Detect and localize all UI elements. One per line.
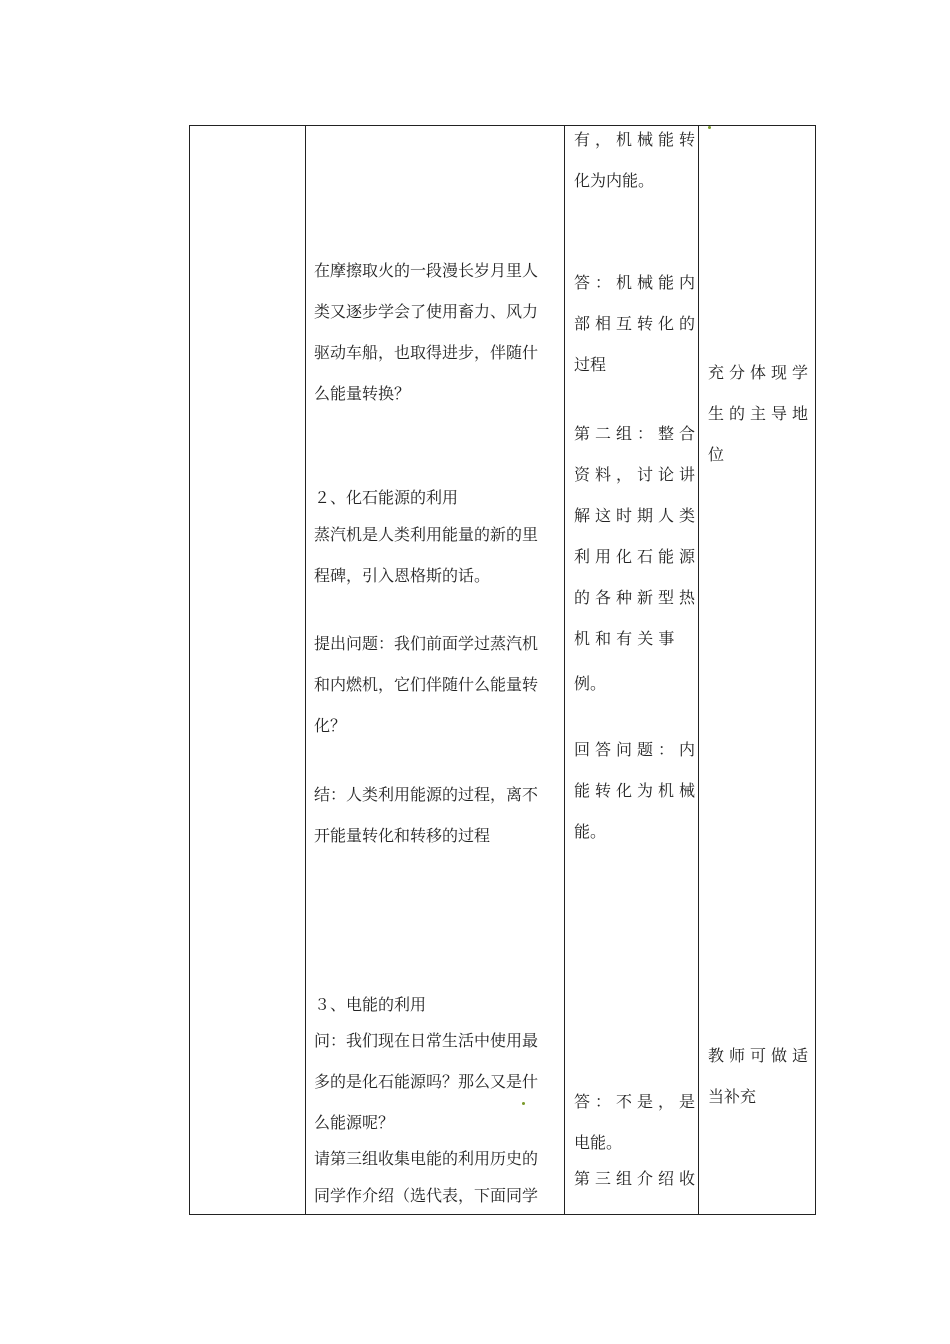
answer-line: 能。: [574, 822, 607, 841]
section-heading: ３、电能的利用: [314, 995, 427, 1014]
paragraph-line: 在摩擦取火的一段漫长岁月里人: [314, 261, 539, 280]
answer-line: 答：不是，是: [574, 1092, 701, 1111]
margin-mark: [708, 126, 711, 129]
answer-line: 解这时期人类: [574, 506, 701, 525]
paragraph-line: 蒸汽机是人类利用能量的新的里: [314, 525, 539, 544]
note-line: 生的主导地: [708, 404, 814, 423]
paragraph-line: 和内燃机，它们伴随什么能量转: [314, 675, 539, 694]
stage-column: [190, 126, 305, 1214]
note-line: 教师可做适: [708, 1046, 814, 1065]
paragraph-line: 提出问题：我们前面学过蒸汽机: [314, 634, 539, 653]
answer-line: 第二组：整合: [574, 424, 701, 443]
lesson-table: [189, 125, 816, 1215]
paragraph-line: 驱动车船，也取得进步，伴随什: [314, 343, 539, 362]
paragraph-line: 结：人类利用能源的过程，离不: [314, 785, 539, 804]
paragraph-line: 程碑，引入恩格斯的话。: [314, 566, 491, 585]
answer-line: 有，机械能转: [574, 130, 701, 149]
paragraph-line: 请第三组收集电能的利用历史的: [314, 1149, 539, 1168]
paragraph-line: 么能源呢？: [314, 1113, 395, 1132]
design-notes-column: [699, 126, 815, 1214]
note-line: 充分体现学: [708, 363, 814, 382]
answer-line: 答：机械能内: [574, 273, 701, 292]
answer-line: 的各种新型热: [574, 588, 701, 607]
note-line: 当补充: [708, 1087, 757, 1106]
paragraph-line: 么能量转换？: [314, 384, 411, 403]
paragraph-line: 化？: [314, 716, 347, 735]
note-line: 位: [708, 445, 725, 464]
answer-line: 回答问题：内: [574, 740, 701, 759]
student-activity-column: [565, 126, 701, 1214]
answer-line: 电能。: [574, 1133, 623, 1152]
paragraph-line: 类又逐步学会了使用畜力、风力: [314, 302, 539, 321]
paragraph-line: 问：我们现在日常生活中使用最: [314, 1031, 539, 1050]
answer-line: 资料，讨论讲: [574, 465, 701, 484]
answer-line: 第三组介绍收: [574, 1169, 701, 1188]
answer-line: 过程: [574, 355, 607, 374]
answer-line: 能转化为机械: [574, 781, 701, 800]
answer-line: 机 和 有 关 事: [574, 629, 675, 648]
margin-mark: [522, 1102, 525, 1105]
paragraph-line: 多的是化石能源吗？那么又是什: [314, 1072, 539, 1091]
answer-line: 部相互转化的: [574, 314, 701, 333]
section-heading: ２、化石能源的利用: [314, 488, 459, 507]
answer-line: 化为内能。: [574, 171, 655, 190]
teacher-activity-column: [306, 126, 564, 1214]
answer-line: 例。: [574, 674, 607, 693]
answer-line: 利用化石能源: [574, 547, 701, 566]
paragraph-line: 同学作介绍（选代表，下面同学: [314, 1186, 539, 1205]
paragraph-line: 开能量转化和转移的过程: [314, 826, 491, 845]
